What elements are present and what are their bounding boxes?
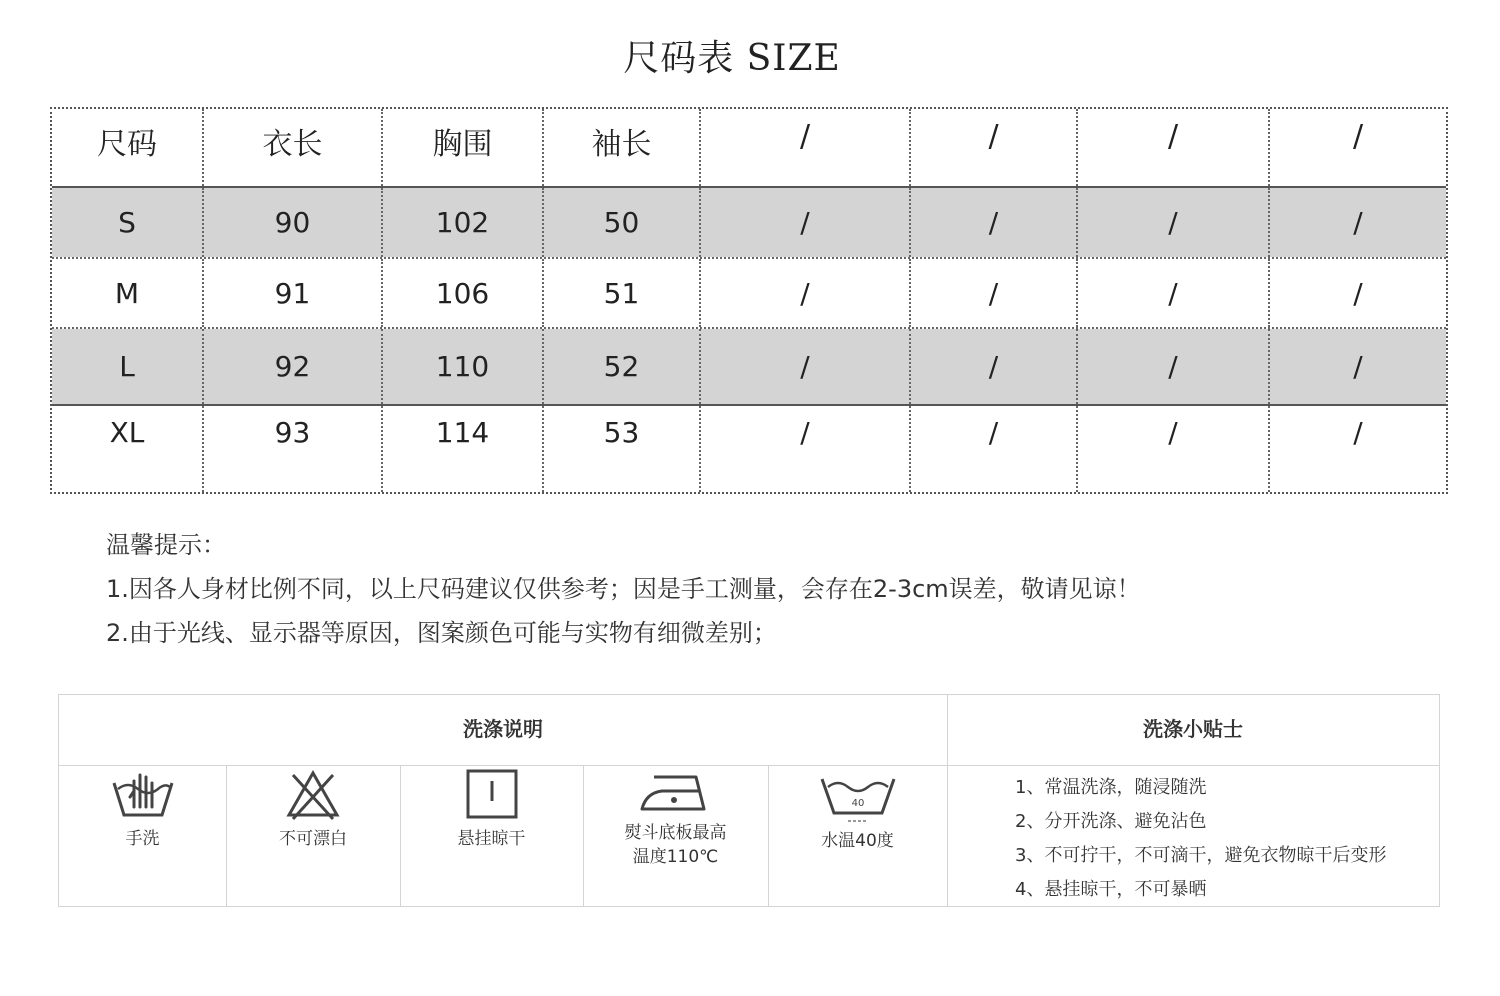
table-cell: / (1353, 416, 1363, 449)
table-cell: / (701, 406, 911, 492)
table-cell: / (911, 406, 1078, 492)
notes-section (106, 527, 1141, 659)
header-cell: 袖长 (544, 109, 701, 186)
table-row (52, 188, 1446, 257)
table-row (52, 406, 1446, 492)
care-right-header: 洗涤小贴士 (1143, 717, 1243, 741)
note-line: 2.由于光线、显示器等原因，图案颜色可能与实物有细微差别； (106, 619, 777, 647)
table-cell: / (1078, 188, 1270, 257)
care-item (59, 767, 226, 905)
table-row (52, 259, 1446, 327)
table-cell: 92 (204, 329, 383, 404)
header-cell: / (1078, 109, 1270, 186)
note-line: 1.因各人身材比例不同，以上尺码建议仅供参考；因是手工测量，会存在2-3cm误差，敬请见谅！ (106, 575, 1141, 603)
care-item (226, 767, 400, 905)
care-left-header: 洗涤说明 (463, 717, 543, 741)
table-cell: 114 (383, 406, 544, 492)
care-label-line2: 温度110℃ (632, 847, 719, 867)
care-item (768, 767, 947, 905)
table-row (52, 329, 1446, 404)
hang-dry-icon (462, 767, 522, 823)
size-table (50, 107, 1448, 494)
care-label: 熨斗底板最高 (624, 823, 727, 843)
table-cell: / (911, 188, 1078, 257)
table-header-row (52, 109, 1446, 186)
table-cell: / (701, 188, 911, 257)
table-cell: 102 (383, 188, 544, 257)
table-cell: 53 (544, 406, 701, 492)
page-title: 尺码表 SIZE (623, 38, 841, 79)
care-tips (1015, 773, 1386, 909)
table-cell: / (701, 329, 911, 404)
care-label: 手洗 (125, 829, 160, 849)
tip-line: 2、分开洗涤、避免沾色 (1015, 811, 1207, 832)
table-cell: 50 (544, 188, 701, 257)
table-cell: / (911, 259, 1078, 327)
wash-40-icon (818, 767, 898, 827)
table-cell: 51 (544, 259, 701, 327)
care-label: 水温40度 (821, 831, 894, 851)
header-cell: / (911, 109, 1078, 186)
table-cell: XL (52, 406, 204, 492)
tip-line: 3、不可拧干，不可滴干，避免衣物晾干后变形 (1015, 845, 1387, 866)
tip-line: 1、常温洗涤，随浸随洗 (1015, 777, 1207, 798)
care-label: 不可漂白 (279, 829, 347, 849)
table-cell: / (1078, 259, 1270, 327)
no-bleach-icon (283, 767, 343, 823)
header-cell: 衣长 (204, 109, 383, 186)
wash-temp-text: 40 (851, 798, 864, 809)
iron-icon (638, 767, 714, 815)
table-cell: / (701, 259, 911, 327)
table-cell: / (1353, 350, 1363, 383)
table-cell: / (911, 329, 1078, 404)
notes-heading: 温馨提示： (106, 531, 226, 559)
table-cell: 106 (383, 259, 544, 327)
care-instructions-table (58, 694, 1440, 907)
header-cell: / (1352, 119, 1364, 154)
table-cell: S (52, 188, 204, 257)
table-cell: / (1078, 406, 1270, 492)
tip-line: 4、悬挂晾干，不可暴晒 (1015, 879, 1207, 900)
table-cell: 52 (544, 329, 701, 404)
table-cell: L (52, 329, 204, 404)
table-cell: / (1353, 276, 1363, 310)
hand-wash-icon (108, 767, 178, 823)
table-cell: 110 (383, 329, 544, 404)
table-cell: / (1078, 329, 1270, 404)
care-label: 悬挂晾干 (457, 829, 526, 849)
table-cell: 91 (204, 259, 383, 327)
care-item (583, 767, 768, 905)
header-cell: / (701, 109, 911, 186)
table-cell: 93 (204, 406, 383, 492)
header-cell: 胸围 (383, 109, 544, 186)
table-cell: 90 (204, 188, 383, 257)
table-cell: / (1353, 206, 1363, 239)
care-item (400, 767, 583, 905)
header-cell: 尺码 (52, 109, 204, 186)
table-cell: M (52, 259, 204, 327)
